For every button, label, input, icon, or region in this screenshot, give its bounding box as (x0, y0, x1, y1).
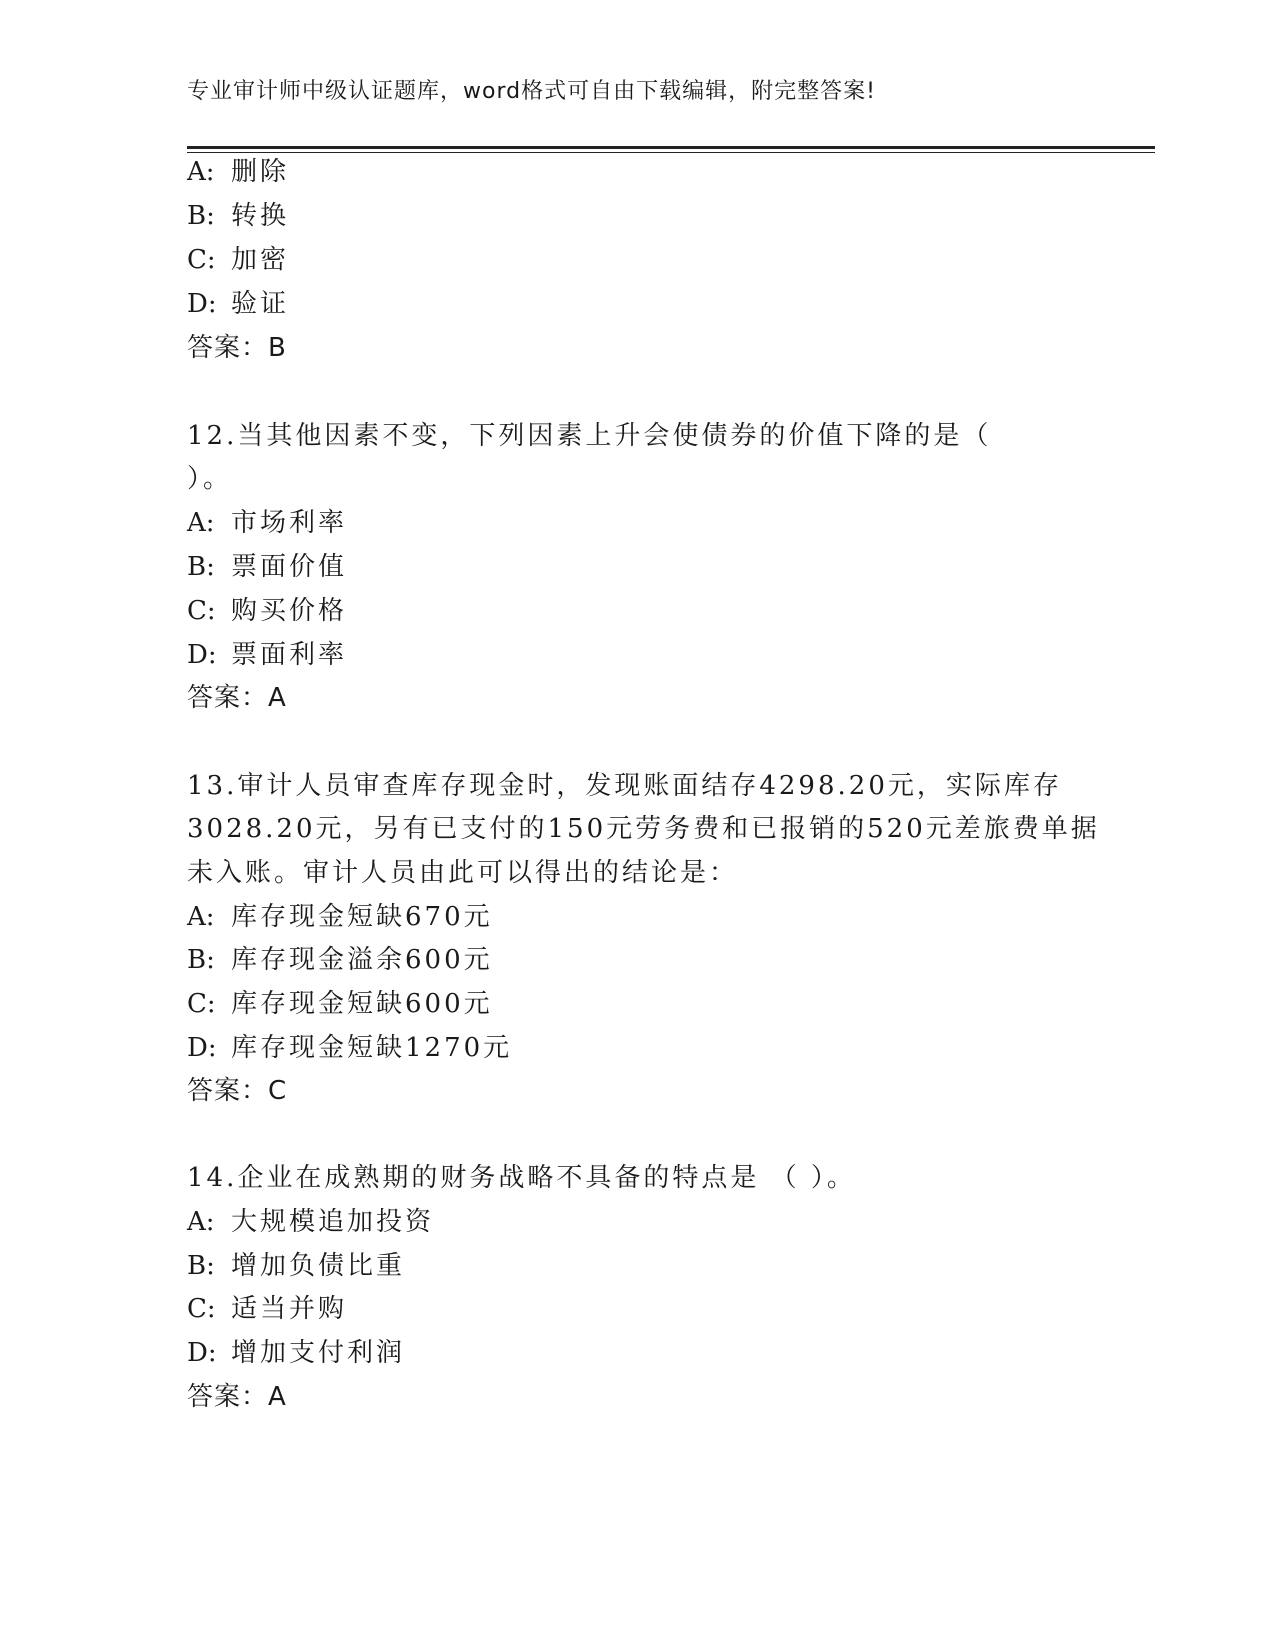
option-a: A: 删除 (187, 157, 290, 187)
question-text: 14.企业在成熟期的财务战略不具备的特点是 （ ）。 (187, 1163, 856, 1193)
option-b: B: 转换 (187, 201, 290, 231)
question-text: 未入账。审计人员由此可以得出的结论是： (187, 858, 739, 888)
question-text: ）。 (187, 464, 233, 494)
option-c: C: 加密 (187, 245, 290, 275)
option-b: B: 增加负债比重 (187, 1251, 406, 1281)
option-b: B: 库存现金溢余600元 (187, 945, 493, 975)
answer-line: 答案：B (187, 333, 287, 363)
option-a: A: 市场利率 (187, 508, 348, 538)
question-text: 12.当其他因素不变，下列因素上升会使债券的价值下降的是（ (187, 421, 992, 451)
option-d: D: 票面利率 (187, 640, 348, 670)
answer-line: 答案：A (187, 1382, 287, 1412)
answer-line: 答案：A (187, 683, 287, 713)
option-d: D: 增加支付利润 (187, 1338, 406, 1368)
header-rule-thin (187, 152, 1155, 153)
page-header: 专业审计师中级认证题库，word格式可自由下载编辑，附完整答案! (187, 79, 876, 104)
option-a: A: 库存现金短缺670元 (187, 902, 493, 932)
header-rule-thick (187, 146, 1155, 149)
option-c: C: 库存现金短缺600元 (187, 989, 493, 1019)
option-a: A: 大规模追加投资 (187, 1207, 435, 1237)
option-c: C: 适当并购 (187, 1294, 348, 1324)
question-text: 13.审计人员审查库存现金时，发现账面结存4298.20元，实际库存 (187, 771, 1062, 801)
option-c: C: 购买价格 (187, 596, 348, 626)
option-b: B: 票面价值 (187, 552, 348, 582)
option-d: D: 库存现金短缺1270元 (187, 1033, 513, 1063)
question-text: 3028.20元，另有已支付的150元劳务费和已报销的520元差旅费单据 (187, 814, 1100, 844)
option-d: D: 验证 (187, 289, 290, 319)
answer-line: 答案：C (187, 1076, 288, 1106)
